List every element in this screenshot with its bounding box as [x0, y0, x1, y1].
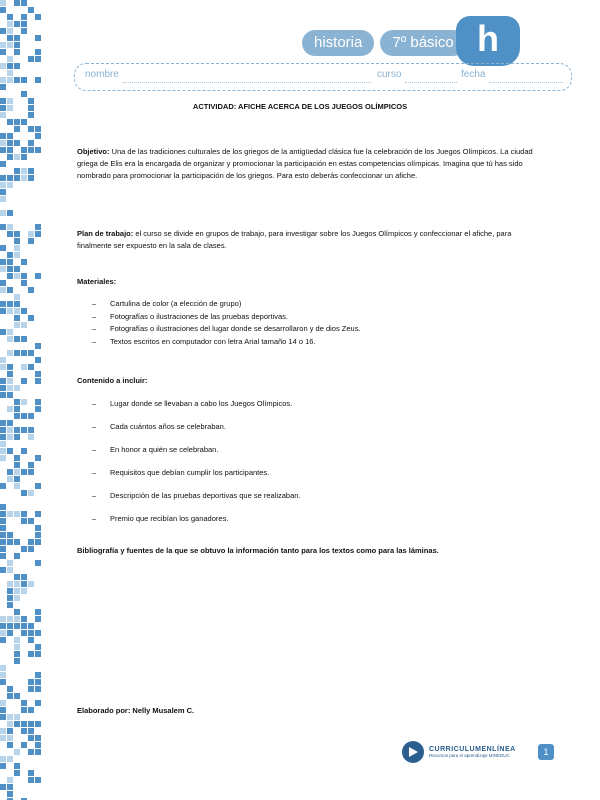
materials-heading: Materiales: [77, 277, 117, 286]
nombre-field[interactable] [123, 82, 371, 83]
footer-logo [402, 741, 516, 763]
bibliography-note: Bibliografía y fuentes de la que se obtuvo la información tanto para los textos como para las láminas. [77, 546, 439, 555]
list-item: – Fotografías o ilustraciones del lugar donde se desarrollaron y de dios Zeus. [92, 323, 361, 336]
play-logo-icon [402, 741, 424, 763]
content-heading: Contenido a incluir: [77, 376, 148, 385]
list-item: – Premio que recibían los ganadores. [92, 513, 301, 525]
curso-field[interactable] [405, 82, 457, 83]
curso-label: curso [377, 69, 402, 80]
objective-paragraph [77, 146, 537, 182]
objective-label: Objetivo: [77, 147, 112, 156]
subject-badge: h [456, 16, 520, 66]
subject-tag: historia [302, 30, 374, 56]
header-tags [302, 30, 466, 56]
content-list [92, 398, 301, 525]
student-info-box [74, 63, 572, 91]
list-item: – Textos escritos en computador con letra Arial tamaño 14 o 16. [92, 336, 361, 349]
decorative-border [0, 0, 50, 800]
materials-list [92, 298, 361, 348]
list-item: – Descripción de las pruebas deportivas que se realizaban. [92, 490, 301, 502]
plan-text: el curso se divide en grupos de trabajo, para investigar sobre los Juegos Olímpicos y confeccionar el afiche, para finalmente ser expuesto en la sala de clases. [77, 229, 512, 250]
list-item: – Lugar donde se llevaban a cabo los Juegos Olímpicos. [92, 398, 301, 410]
activity-title: ACTIVIDAD: AFICHE ACERCA DE LOS JUEGOS OLÍMPICOS [192, 102, 408, 111]
author-credit: Elaborado por: Nelly Musalem C. [77, 706, 195, 715]
list-item: – En honor a quién se celebraban. [92, 444, 301, 456]
plan-label: Plan de trabajo: [77, 229, 136, 238]
list-item: – Fotografías o ilustraciones de las pruebas deportivas. [92, 311, 361, 324]
logo-subtitle: Recursos para el aprendizaje MINEDUC [429, 753, 510, 758]
fecha-label: fecha [461, 69, 486, 80]
list-item: – Requisitos que debían cumplir los participantes. [92, 467, 301, 479]
nombre-label: nombre [85, 69, 119, 80]
logo-name: CURRICULUMENLÍNEA [429, 746, 516, 753]
objective-text: Una de las tradiciones culturales de los griegos de la antigüedad clásica fue la celebración de los Juegos Olímpicos. La ciudad griega de Elis era la encargada de organizar y promocionar la participación en estas competencias olímpicas. Imagina que tú has sido nombrado para promocionar la participación de los griegos. Para esto deberás confeccionar un afiche. [77, 147, 533, 180]
grade-tag: 7º básico [380, 30, 465, 56]
fecha-field[interactable] [489, 82, 563, 83]
list-item: – Cada cuántos años se celebraban. [92, 421, 301, 433]
plan-paragraph [77, 228, 537, 252]
page-number: 1 [538, 744, 554, 760]
list-item: – Cartulina de color (a elección de grupo) [92, 298, 361, 311]
